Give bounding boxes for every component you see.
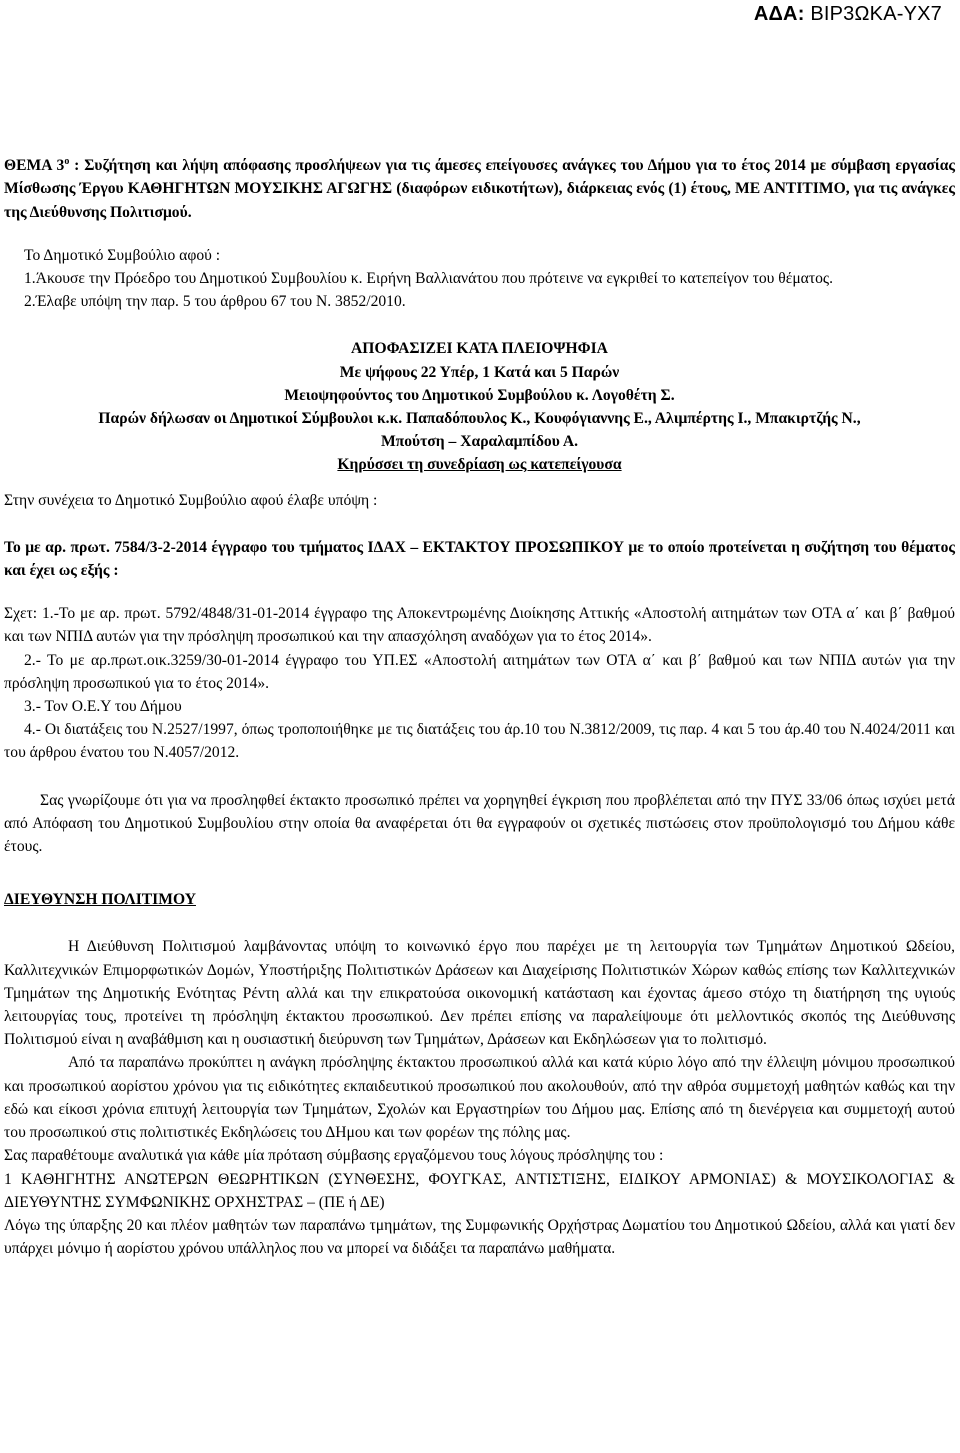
decision-present: Παρών δήλωσαν οι Δημοτικοί Σύμβουλοι κ.κ. Παπαδόπουλος Κ., Κουφόγιαννης Ε., Αλιμπέρτης Ι., Μπακιρτζής Ν., Μπούτση – Χαραλαμπίδου Α. [98,410,861,451]
council-item-1: 1.Άκουσε την Πρόεδρο του Δημοτικού Συμβουλίου κ. Ειρήνη Βαλλιανάτου που πρότεινε να εγκριθεί το κατεπείγον του θέματος. [24,270,833,287]
section-heading: ΔΙΕΥΘΥΝΣΗ ΠΟΛΙΤΙΜΟΥ [4,891,196,909]
decision-minority: Μειοψηφούντος του Δημοτικού Συμβούλου κ. Λογοθέτη Σ. [284,386,675,404]
document-body [4,150,955,1260]
body-paragraph-2: Από τα παραπάνω προκύπτει η ανάγκη πρόσληψης έκτακτου προσωπικού αλλά και κατά κύριο λόγο από την έλλειψη μόνιμου προσωπικού και προσωπικού αορίστου χρόνου για τις ειδικότητες εκπαιδευτικού προσωπικού που ακολουθούν, από την αθρόα συμμετοχή μαθητών καθώς και την εδώ και είκοσι χρόνια επιτυχή λειτουργία των Τμημάτων, Σχολών και Εργαστηρίων του Δήμου μας. Επίσης από τη διενέργεια και συμμετοχή αυτού του προσωπικού στις πολιτιστικές Εκδηλώσεις του ΔΗμου και των φορέων της πόλης μας. [4,1054,955,1142]
related-item-3: 3.- Τον Ο.Ε.Υ του Δήμου [24,698,182,716]
body-paragraph-5: Λόγω της ύπαρξης 20 και πλέον μαθητών των παραπάνω τμημάτων, της Συμφωνικής Ορχήστρας Δωματίου του Δημοτικού Ωδείου, αλλά και γιατί δεν υπάρχει μόνιμο ή αορίστου χρόνου υπάλληλος που να μπορεί να διδάξει τα παραπάνω μαθήματα. [4,1216,955,1258]
decision-urgent: Κηρύσσει τη συνεδρίαση ως κατεπείγουσα [337,456,622,474]
related-item-1: Σχετ: 1.-Το με αρ. πρωτ. 5792/4848/31-01-2014 έγγραφο της Αποκεντρωμένης Διοίκησης Αττικής «Αποστολή αιτημάτων των ΟΤΑ α΄ και β΄ βαθμού και των ΝΠΙΔ αυτών για την πρόσληψη προσωπικού και την απασχόληση αναδόχων για το έτος 2014». [4,605,955,646]
decision-votes: Με ψήφους 22 Υπέρ, 1 Κατά και 5 Παρών [339,363,620,381]
decision-title: ΑΠΟΦΑΣΙΖΕΙ ΚΑΤΑ ΠΛΕΙΟΨΗΦΙΑ [351,340,608,358]
subject-prefix: ΘΕΜΑ 3 [4,157,65,175]
ada-code: ΒΙΡ3ΩΚΑ-ΥΧ7 [810,3,942,25]
subject-text: : Συζήτηση και λήψη απόφασης προσλήψεων για τις άμεσες επείγουσες ανάγκες του Δήμου για το έτος 2014 με σύμβαση εργασίας Μίσθωσης Έργου ΚΑΘΗΓΗΤΩΝ ΜΟΥΣΙΚΗΣ ΑΓΩΓΗΣ (διαφόρων ειδικοτήτων), διάρκειας ενός (1) έτους, ΜΕ ΑΝΤΙΤΙΜΟ, για τις ανάγκες της Διεύθυνσης Πολιτισμού. [4,157,955,221]
body-paragraph-3: Σας παραθέτουμε αναλυτικά για κάθε μία πρόταση σύμβασης εργαζόμενου τους λόγους πρόσληψης του : [4,1147,664,1165]
continuation-text: Στην συνέχεια το Δημοτικό Συμβούλιο αφού έλαβε υπόψη : [4,491,378,509]
body-paragraph-1: Η Διεύθυνση Πολιτισμού λαμβάνοντας υπόψη το κοινωνικό έργο που παρέχει με τη λειτουργία των Τμημάτων Δημοτικού Ωδείου, Καλλιτεχνικών Επιμορφωτικών Δομών, Υποστήριξης Πολιτιστικών Δράσεων και Διαχείρισης Πολιτιστικών Χώρων καθώς επίσης των Καλλιτεχνικών Τμημάτων της Δημοτικής Ενότητας Ρέντη αλλά και την επικρατούσα οικονομική κατάσταση και έχοντας άμεσο στόχο τη διατήρηση της υγιούς λειτουργίας τους, προτείνει τη πρόσληψη έκτακτου προσωπικού. Δεν πρέπει επίσης να παραλείψουμε ότι μελλοντικός σκοπός της Διεύθυνσης Πολιτισμού είναι η αναβάθμιση και η ουσιαστική διεύρυνση των Τμημάτων, Δράσεων και Εκδηλώσεων για το πολιτισμό. [4,938,955,1049]
ada-header [754,2,942,26]
related-item-4: 4.- Οι διατάξεις του Ν.2527/1997, όπως τροποποιήθηκε με τις διατάξεις του άρ.10 του Ν.3812/2009, τις παρ. 4 και 5 του άρ.40 του Ν.4024/2011 και του άρθρου ένατου του Ν.4057/2012. [4,721,955,762]
decision-block [4,337,955,476]
council-intro: Το Δημοτικό Συμβούλιο αφού : [24,246,221,264]
notice-paragraph: Σας γνωρίζουμε ότι για να προσληφθεί έκτακτο προσωπικό πρέπει να χορηγηθεί έγκριση που προβλέπεται από την ΠΥΣ 33/06 όπως ισχύει μετά από Απόφαση του Δημοτικού Συμβουλίου στην οποία θα αναφέρεται ότι θα εγγραφούν οι σχετικές πιστώσεις στον προϋπολογισμό του Δήμου κάθε έτους. [4,791,955,856]
body-paragraph-4: 1 ΚΑΘΗΓΗΤΗΣ ΑΝΩΤΕΡΩΝ ΘΕΩΡΗΤΙΚΩΝ (ΣΥΝΘΕΣΗΣ, ΦΟΥΓΚΑΣ, ΑΝΤΙΣΤΙΞΗΣ, ΕΙΔΙΚΟΥ ΑΡΜΟΝΙΑΣ) & ΜΟΥΣΙΚΟΛΟΓΙΑΣ & ΔΙΕΥΘΥΝΤΗΣ ΣΥΜΦΩΝΙΚΗΣ ΟΡΧΗΣΤΡΑΣ – (ΠΕ ή ΔΕ) [4,1170,955,1211]
related-item-2: 2.- Το με αρ.πρωτ.οικ.3259/30-01-2014 έγγραφο του ΥΠ.ΕΣ «Αποστολή αιτημάτων των ΟΤΑ α΄ και β΄ βαθμού και των ΝΠΙΔ αυτών για την πρόσληψη προσωπικού για το έτος 2014». [4,651,955,692]
subject-heading [4,150,955,224]
document-reference: Το με αρ. πρωτ. 7584/3-2-2014 έγγραφο του τμήματος ΙΔΑΧ – ΕΚΤΑΚΤΟΥ ΠΡΟΣΩΠΙΚΟΥ με το οποίο προτείνεται η συζήτηση του θέματος και έχει ως εξής : [4,538,955,580]
ada-label: ΑΔΑ: [753,3,805,25]
council-item-2: 2.Έλαβε υπόψη την παρ. 5 του άρθρου 67 του Ν. 3852/2010. [24,293,406,311]
subject-superscript: ο [64,156,70,167]
